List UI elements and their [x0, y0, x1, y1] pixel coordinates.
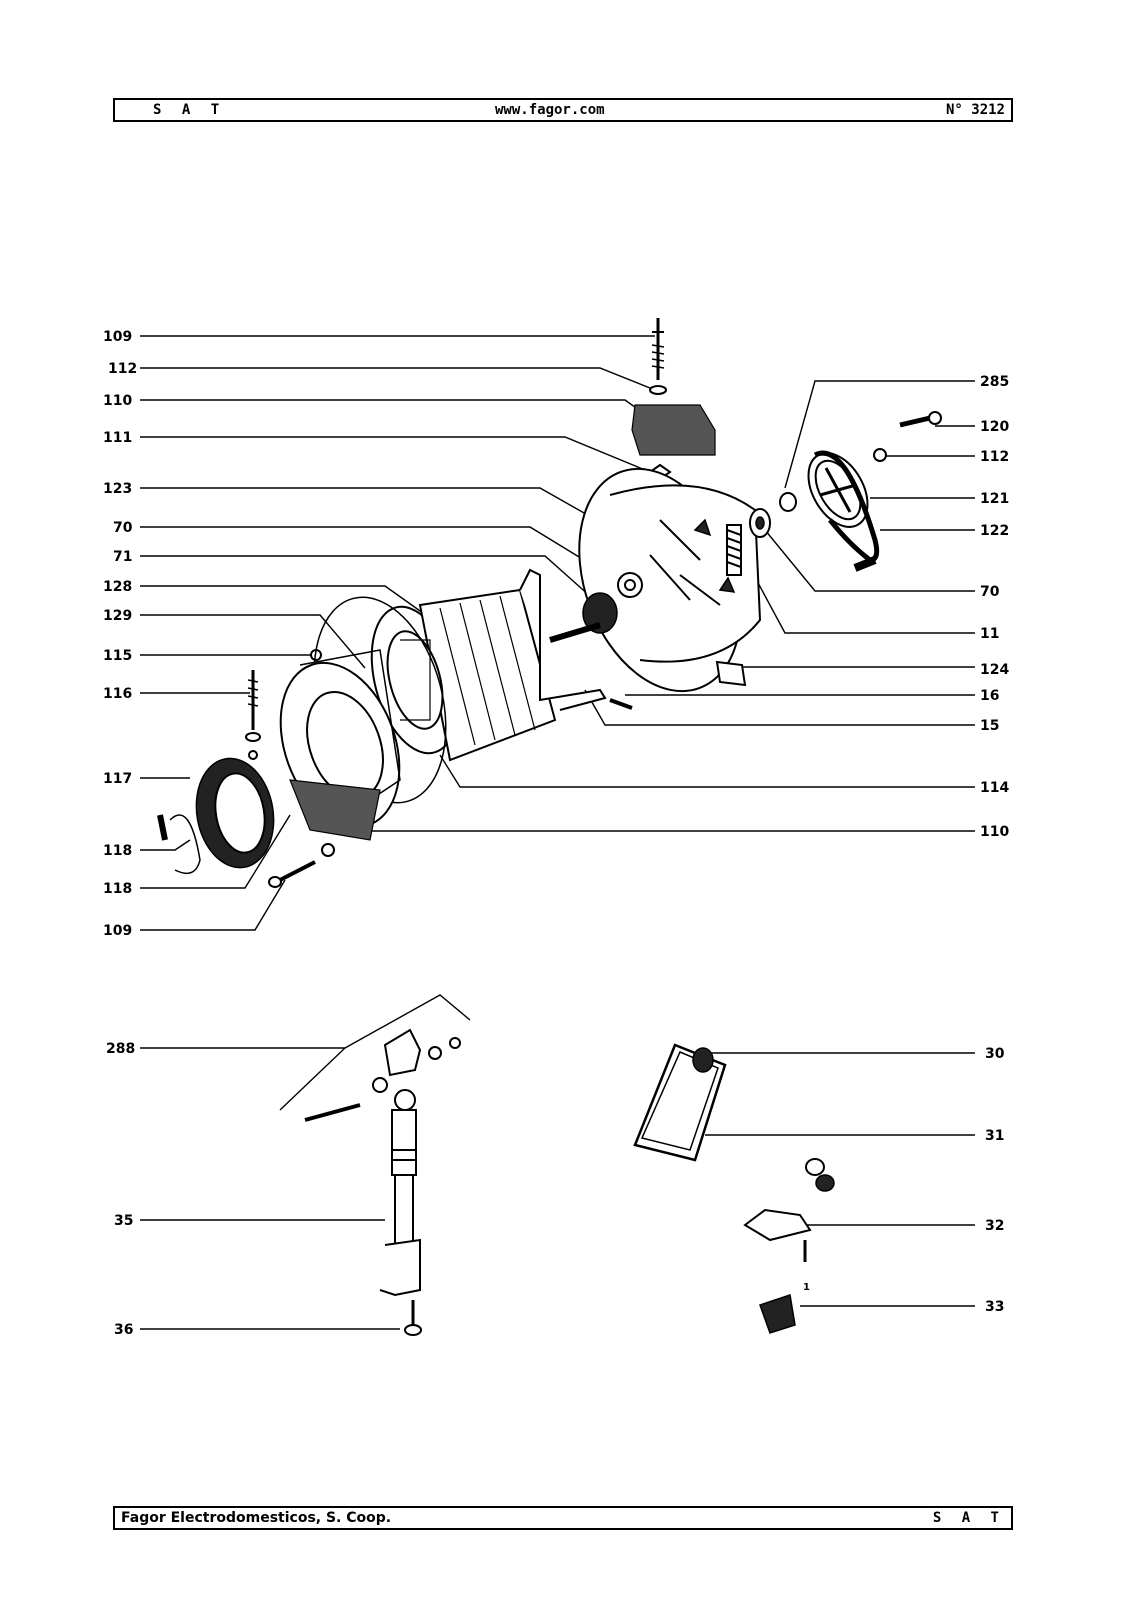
callout-124: 124 [980, 662, 1010, 678]
callout-small-1: 1 [803, 1282, 810, 1293]
callout-115: 115 [103, 648, 133, 664]
callout-118a: 118 [103, 843, 133, 859]
bolt-116 [246, 670, 260, 759]
callout-110b: 110 [980, 824, 1010, 840]
footer-sat: S A T [932, 1510, 1005, 1526]
callout-31: 31 [985, 1128, 1005, 1144]
footer-bar [113, 1506, 1013, 1530]
counterweight-110-bottom [290, 780, 380, 840]
header-url: www.fagor.com [495, 102, 605, 118]
callout-70a: 70 [113, 520, 133, 536]
callout-117: 117 [103, 771, 133, 787]
lower-callouts [106, 1041, 1005, 1338]
right-callouts [980, 374, 1009, 840]
washer-112-right [874, 449, 886, 461]
bracket-288 [385, 1030, 420, 1075]
left-callouts [103, 329, 137, 939]
callout-109b: 109 [103, 923, 133, 939]
bracket-124 [717, 662, 745, 685]
nut-a [806, 1159, 824, 1175]
callout-36: 36 [114, 1322, 134, 1338]
spring-33 [760, 1295, 795, 1333]
bolt-120 [900, 418, 930, 425]
nut-285 [780, 493, 796, 511]
callout-128: 128 [103, 579, 133, 595]
callout-116: 116 [103, 686, 133, 702]
absorber-eye [395, 1090, 415, 1110]
callout-15: 15 [980, 718, 1000, 734]
callout-121: 121 [980, 491, 1010, 507]
callout-71: 71 [113, 549, 133, 565]
bolt-109-bottom [269, 844, 334, 887]
callout-112b: 112 [980, 449, 1010, 465]
header-sat: S A T [153, 102, 226, 118]
screw-16 [610, 700, 632, 708]
callout-112a: 112 [108, 361, 138, 377]
callout-288: 288 [106, 1041, 136, 1057]
drum-assembly [160, 318, 941, 887]
footer-company: Fagor Electrodomesticos, S. Coop. [121, 1510, 392, 1526]
shock-absorber-35 [305, 1030, 460, 1335]
nut-36 [405, 1325, 421, 1335]
nut-b [816, 1175, 834, 1191]
pivot-30 [693, 1048, 713, 1072]
callout-111: 111 [103, 430, 133, 446]
callout-109a: 109 [103, 329, 133, 345]
callout-123: 123 [103, 481, 133, 497]
callout-129: 129 [103, 608, 133, 624]
callout-110a: 110 [103, 393, 133, 409]
absorber-rod [395, 1175, 413, 1245]
washer-112-top [650, 386, 666, 394]
shaft-stub [855, 560, 875, 568]
bolt-109-top [652, 318, 664, 380]
clamp-118 [160, 815, 165, 840]
spring-11 [727, 525, 741, 575]
callout-285: 285 [980, 374, 1010, 390]
callout-122: 122 [980, 523, 1010, 539]
callout-70b: 70 [980, 584, 1000, 600]
callout-120: 120 [980, 419, 1010, 435]
counterweight-110-top [632, 405, 715, 455]
callout-11: 11 [980, 626, 1000, 642]
callout-16: 16 [980, 688, 1000, 704]
callout-32: 32 [985, 1218, 1005, 1234]
door-seal-117 [188, 752, 282, 874]
hinge-plate-32 [745, 1210, 810, 1240]
absorber-mount [380, 1240, 420, 1295]
callout-30: 30 [985, 1046, 1005, 1062]
callout-33: 33 [985, 1299, 1005, 1315]
callout-35: 35 [114, 1213, 134, 1229]
absorber-cylinder [392, 1110, 416, 1175]
bolt-288 [305, 1105, 360, 1120]
header-doc-number: N° 3212 [945, 102, 1005, 118]
callout-114: 114 [980, 780, 1010, 796]
drum-shaft [550, 625, 600, 640]
callout-118b: 118 [103, 881, 133, 897]
